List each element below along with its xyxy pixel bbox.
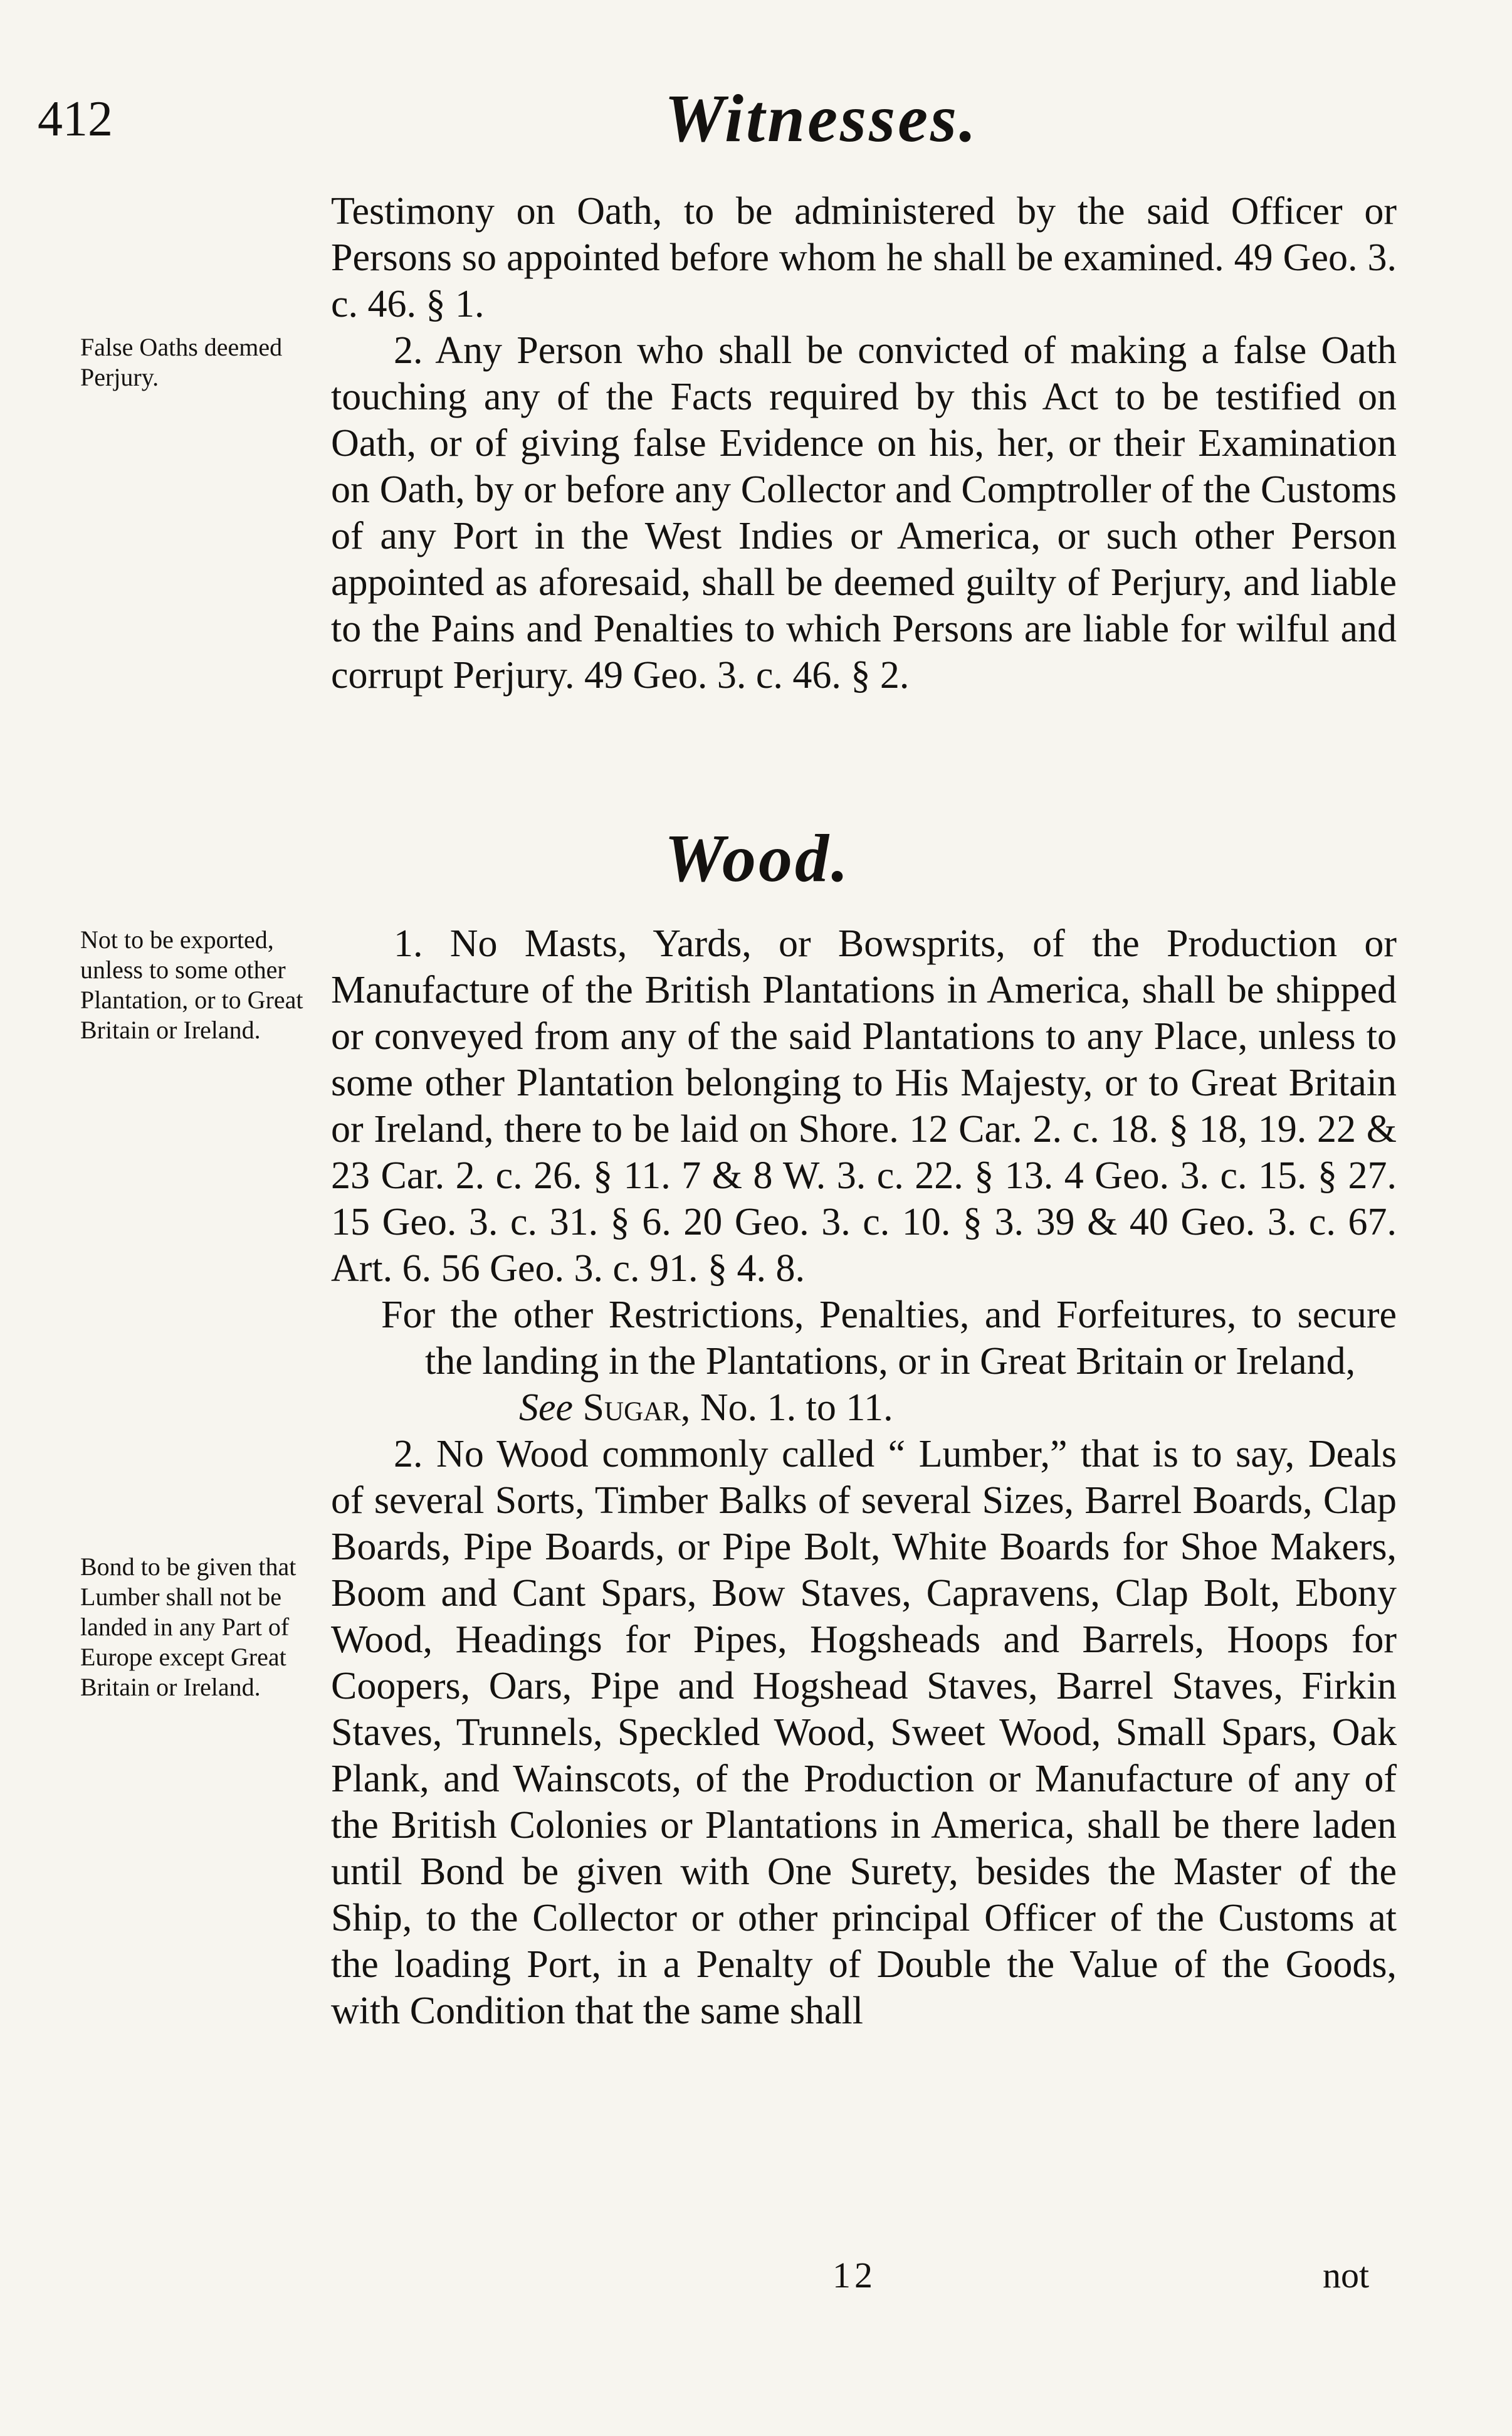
marginal-note-bond-lumber: Bond to be given that Lumber shall not be landed in any Part of Europe except Great Britain or Ireland. [80,1553,297,1701]
see-reference [331,1384,1397,1431]
see-target: Sugar [582,1386,681,1429]
see-word: See [519,1386,574,1429]
wood-paragraph-1: 1. No Masts, Yards, or Bowsprits, of the Production or Manufacture of the British Plantations in America, shall be shipped or conveyed from any of the said Plantations to any Place, unless to some other Plantation belonging to His Majesty, or to Great Britain or Ireland, there to be laid on Shore. 12 Car. 2. c. 18. § 18, 19. 22 & 23 Car. 2. c. 26. § 11. 7 & 8 W. 3. c. 22. § 13. 4 Geo. 3. c. 15. § 27. 15 Geo. 3. c. 31. § 6. 20 Geo. 3. c. 10. § 3. 39 & 40 Geo. 3. c. 67. Art. 6. 56 Geo. 3. c. 91. § 4. 8. [331,922,1397,1290]
catchword: not [1323,2255,1370,2296]
marginal-note-false-oaths: False Oaths deemed Perjury. [80,333,283,391]
witnesses-section [331,188,1397,699]
wood-paragraph-2: 2. No Wood commonly called “ Lumber,” that is to say, Deals of several Sorts, Timber Balks of several Sizes, Barrel Boards, Clap Boards, Pipe Boards, or Pipe Bolt, White Boards for Shoe Makers, Boom and Cant Spars, Bow Staves, Capravens, Clap Bolt, Ebony Wood, Headings for Pipes, Hogsheads and Barrels, Hoops for Coopers, Oars, Pipe and Hogshead Staves, Barrel Staves, Firkin Staves, Trunnels, Speckled Wood, Sweet Wood, Small Spars, Oak Plank, and Wainscots, of the Production or Manufacture of any of the British Colonies or Plantations in America, shall be there laden until Bond be given with One Surety, besides the Master of the Ship, to the Collector or other principal Officer of the Customs at the loading Port, in a Penalty of Double the Value of the Goods, with Condition that the same shall [331,1433,1397,2032]
page-number: 412 [38,92,113,147]
witnesses-paragraph-2: 2. Any Person who shall be convicted of making a false Oath touching any of the Facts required by this Act to be testified on Oath, or of giving false Evidence on his, her, or their Examination on Oath, by or before any Collector and Comptroller of the Customs of any Port in the West Indies or America, or such other Person appointed as aforesaid, shall be deemed guilty of Perjury, and liable to the Pains and Penalties to which Persons are liable for wilful and corrupt Perjury. 49 Geo. 3. c. 46. § 2. [331,329,1397,697]
signature-mark: 12 [832,2255,876,2296]
witnesses-paragraph-continued: Testimony on Oath, to be administered by the said Officer or Persons so appointed before whom he shall be examined. 49 Geo. 3. c. 46. § 1. [331,190,1397,325]
cross-reference: For the other Restrictions, Penalties, and Forfeitures, to secure the landing in the Plantations, or in Great Britain or Ireland, [381,1294,1397,1383]
wood-section [331,920,1397,2034]
running-head: Witnesses. [664,82,979,156]
see-range: , No. 1. to 11. [680,1386,893,1429]
section-heading-wood: Wood. [664,821,851,896]
marginal-note-not-exported: Not to be exported, unless to some other Plantation, or to Great Britain or Ireland. [80,925,303,1044]
